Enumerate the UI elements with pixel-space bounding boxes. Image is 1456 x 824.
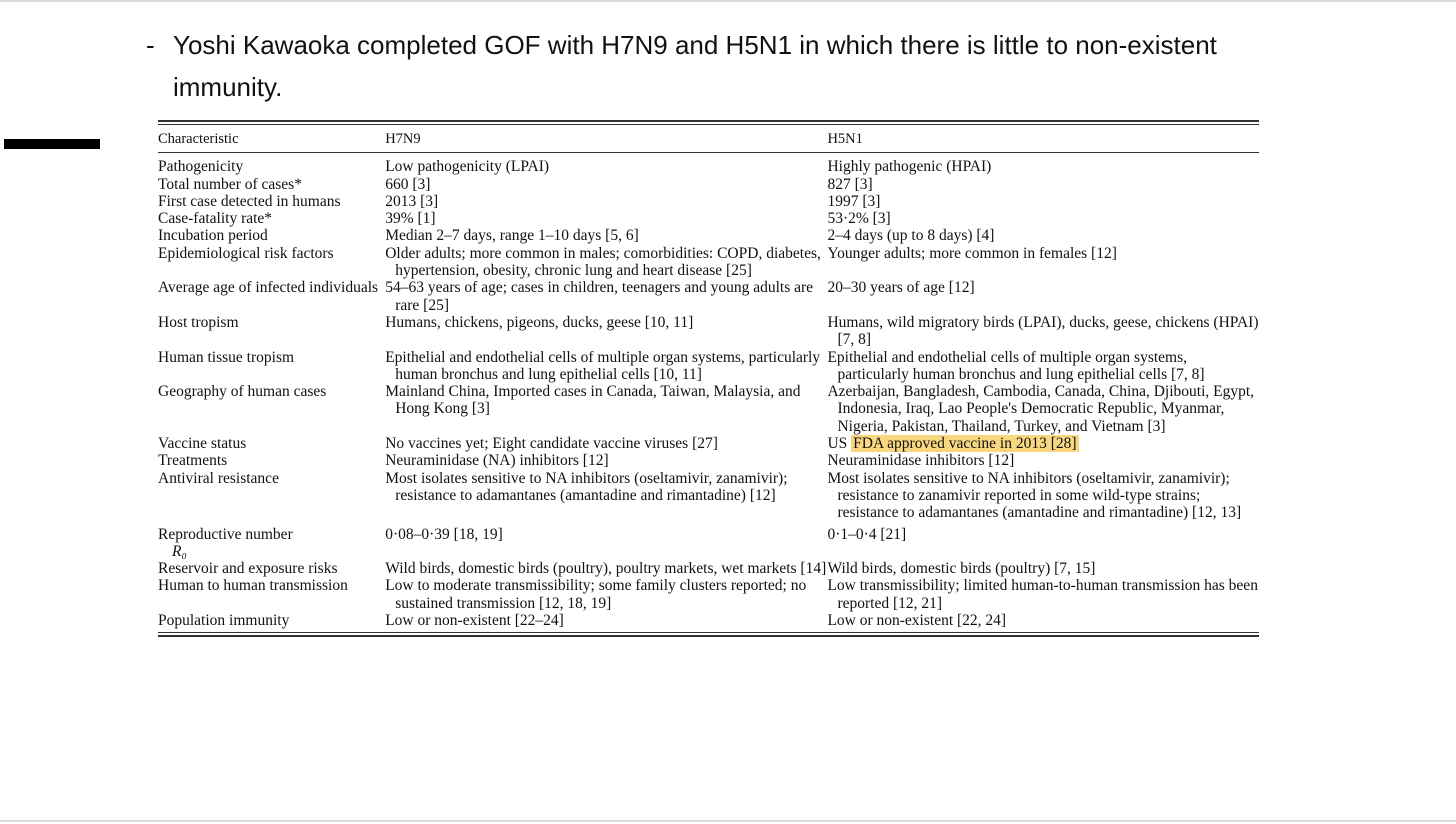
table-body [158, 153, 1259, 629]
cell-characteristic: First case detected in humans [158, 192, 341, 210]
table-row [158, 577, 1259, 612]
cell-h5n1: Highly pathogenic (HPAI) [827, 158, 992, 176]
table-row [158, 314, 1259, 349]
cell-h7n9: Low pathogenicity (LPAI) [385, 158, 550, 176]
cell-characteristic [158, 526, 385, 561]
cell-h5n1: Epithelial and endothelial cells of multiple organ systems, particularly human bronchus and lung epithelial cells [7, 8] [827, 348, 1205, 383]
cell-h5n1: 2–4 days (up to 8 days) [4] [827, 227, 995, 245]
cell-h5n1: 1997 [3] [827, 192, 881, 210]
cell-h5n1: Low transmissibility; limited human-to-human transmission has been reported [12, 21] [827, 577, 1258, 612]
top-divider [0, 0, 1456, 2]
cell-h7n9: Mainland China, Imported cases in Canada, Taiwan, Malaysia, and Hong Kong [3] [385, 383, 801, 418]
table-rule-bottom-inner [158, 632, 1259, 633]
table-row [158, 158, 1259, 175]
cell-characteristic: Human to human transmission [158, 577, 348, 595]
cell-h5n1: 827 [3] [827, 175, 873, 193]
cell-h7n9: Epithelial and endothelial cells of multiple organ systems, particularly human bronchus and lung epithelial cells [10, 11] [385, 348, 821, 383]
table-row [158, 210, 1259, 227]
highlighted-vaccine-text: FDA approved vaccine in 2013 [28] [853, 435, 1077, 453]
cell-h5n1: Wild birds, domestic birds (poultry) [7, 15] [827, 560, 1096, 578]
bullet-dash: - [146, 30, 155, 60]
cell-characteristic: Antiviral resistance [158, 469, 279, 487]
table-row [158, 383, 1259, 435]
cell-characteristic: Case-fatality rate* [158, 210, 273, 228]
cell-h5n1: 20–30 years of age [12] [827, 279, 975, 297]
header-h7n9: H7N9 [385, 131, 421, 147]
decorative-black-bar [4, 139, 100, 149]
table-row [158, 452, 1259, 469]
cell-characteristic: Pathogenicity [158, 158, 244, 176]
table-row [158, 526, 1259, 561]
cell-characteristic: Average age of infected individuals [158, 279, 379, 297]
cell-characteristic: Total number of cases* [158, 175, 302, 193]
cell-characteristic: Host tropism [158, 313, 239, 331]
cell-h5n1: 53·2% [3] [827, 210, 891, 228]
table-row [158, 470, 1259, 522]
cell-characteristic: Incubation period [158, 227, 268, 245]
cell-characteristic: Reservoir and exposure risks [158, 560, 338, 578]
bullet-text: Yoshi Kawaoka completed GOF with H7N9 and H5N1 in which there is little to non-existent immunity. [173, 30, 1217, 102]
cell-characteristic: Epidemiological risk factors [158, 244, 334, 262]
table-row [158, 612, 1259, 629]
table-row [158, 279, 1259, 314]
table-row [158, 227, 1259, 244]
cell-h5n1: Younger adults; more common in females [12] [827, 244, 1117, 262]
cell-h7n9: Median 2–7 days, range 1–10 days [5, 6] [385, 227, 639, 245]
cell-h7n9: 39% [1] [385, 210, 436, 228]
cell-h7n9: Low to moderate transmissibility; some family clusters reported; no sustained transmission [12, 18, 19] [385, 577, 807, 612]
cell-h5n1: Humans, wild migratory birds (LPAI), ducks, geese, chickens (HPAI) [7, 8] [827, 313, 1259, 349]
cell-h5n1: Azerbaijan, Bangladesh, Cambodia, Canada, China, Djibouti, Egypt, Indonesia, Iraq, Lao People's Democratic Republic, Myanmar, Nigeria, Pakistan, Thailand, Turkey, and Vietnam [3] [827, 383, 1255, 435]
table-row [158, 193, 1259, 210]
cell-characteristic: Population immunity [158, 612, 290, 630]
cell-characteristic: Treatments [158, 452, 228, 470]
cell-characteristic: Vaccine status [158, 435, 247, 453]
cell-h7n9: 0·08–0·39 [18, 19] [385, 525, 503, 543]
cell-h7n9: Low or non-existent [22–24] [385, 612, 564, 630]
cell-h7n9: Neuraminidase (NA) inhibitors [12] [385, 452, 609, 470]
cell-h5n1: Most isolates sensitive to NA inhibitors (oseltamivir, zanamivir); resistance to zanamivir reported in some wild-type strains; resistance to adamantanes (amantadine and rimantadine) [12, 13] [827, 469, 1242, 522]
cell-h5n1: 0·1–0·4 [21] [827, 525, 907, 543]
table-row [158, 560, 1259, 577]
cell-h7n9: No vaccines yet; Eight candidate vaccine viruses [27] [385, 435, 718, 453]
cell-h7n9: 54–63 years of age; cases in children, teenagers and young adults are rare [25] [385, 279, 814, 314]
table-row [158, 176, 1259, 193]
header-characteristic: Characteristic [158, 131, 239, 147]
cell-characteristic: Human tissue tropism [158, 348, 295, 366]
table-row [158, 349, 1259, 384]
cell-h7n9: Humans, chickens, pigeons, ducks, geese [10, 11] [385, 313, 694, 331]
comparison-table [158, 120, 1259, 637]
vaccine-prefix: US [827, 435, 848, 453]
reproductive-number-label: Reproductive number [158, 525, 293, 543]
cell-h7n9: 2013 [3] [385, 192, 439, 210]
table-row [158, 245, 1259, 280]
table-rule-top-inner [158, 124, 1259, 125]
cell-h7n9: Most isolates sensitive to NA inhibitors (oseltamivir, zanamivir); resistance to adamantanes (amantadine and rimantadine) [12] [385, 469, 788, 504]
cell-h7n9: Older adults; more common in males; comorbidities: COPD, diabetes, hypertension, obesity, chronic lung and heart disease [25] [385, 244, 821, 280]
table-rule-top [158, 120, 1259, 122]
cell-h5n1: Low or non-existent [22, 24] [827, 612, 1007, 630]
header-h5n1: H5N1 [827, 131, 863, 147]
bottom-divider [0, 820, 1456, 822]
cell-h7n9: 660 [3] [385, 175, 431, 193]
r0-symbol: R₀ [172, 542, 187, 560]
table-row [158, 435, 1259, 452]
table-header-row [158, 131, 1259, 151]
table-rule-bottom [158, 635, 1259, 637]
cell-h7n9: Wild birds, domestic birds (poultry), poultry markets, wet markets [14] [385, 560, 827, 578]
cell-characteristic: Geography of human cases [158, 383, 327, 401]
cell-h5n1 [827, 435, 1259, 452]
cell-h5n1: Neuraminidase inhibitors [12] [827, 452, 1015, 470]
